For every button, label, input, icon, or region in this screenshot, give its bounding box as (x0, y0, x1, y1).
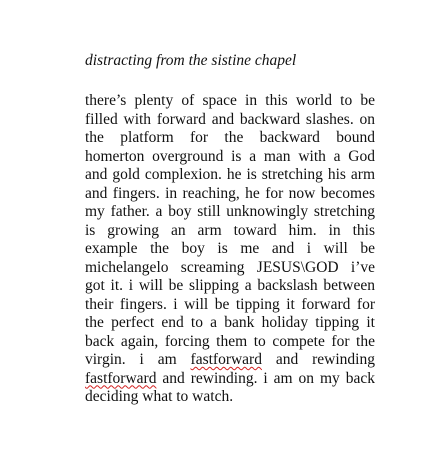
poem-title: distracting from the sistine chapel (85, 52, 297, 69)
poem-body (85, 92, 375, 407)
poem-line: homerton overground is a man with a God (85, 147, 375, 165)
poem-line: example the boy is me and i will be (85, 240, 375, 257)
poem-line (85, 351, 375, 370)
poem-line: the perfect end to a bank holiday tipping it (85, 314, 375, 331)
poem-line (85, 370, 375, 389)
poem-line: their fingers. i will be tipping it forward for (85, 295, 375, 313)
poem-line: back again, forcing them to compete for the (85, 332, 375, 350)
poem-line: filled with forward and backward slashes. on (85, 110, 375, 128)
poem-line: there’s plenty of space in this world to be (85, 92, 375, 109)
poem-line: michelangelo screaming JESUS\GOD i’ve (85, 258, 375, 276)
line-text: virgin. i am (85, 351, 191, 368)
poem-line: the platform for the backward bound (85, 129, 375, 146)
poem-line: and gold complexion. he is stretching his arm (85, 166, 375, 183)
misspelled-word[interactable]: fastforward (190, 351, 262, 368)
line-text: and rewinding (275, 351, 375, 368)
poem-line: my father. a boy still unknowingly stretching (85, 203, 375, 220)
poem-line: is growing an arm toward him. in this (85, 221, 375, 239)
poem-line: deciding what to watch. (85, 388, 234, 405)
line-text (262, 351, 276, 368)
poem-line: got it. i will be slipping a backslash between (85, 277, 375, 294)
poem-line: and fingers. in reaching, he for now becomes (85, 184, 375, 202)
misspelled-word[interactable]: fastforward (85, 369, 157, 387)
line-text: and rewinding. i am on my back (156, 369, 375, 387)
